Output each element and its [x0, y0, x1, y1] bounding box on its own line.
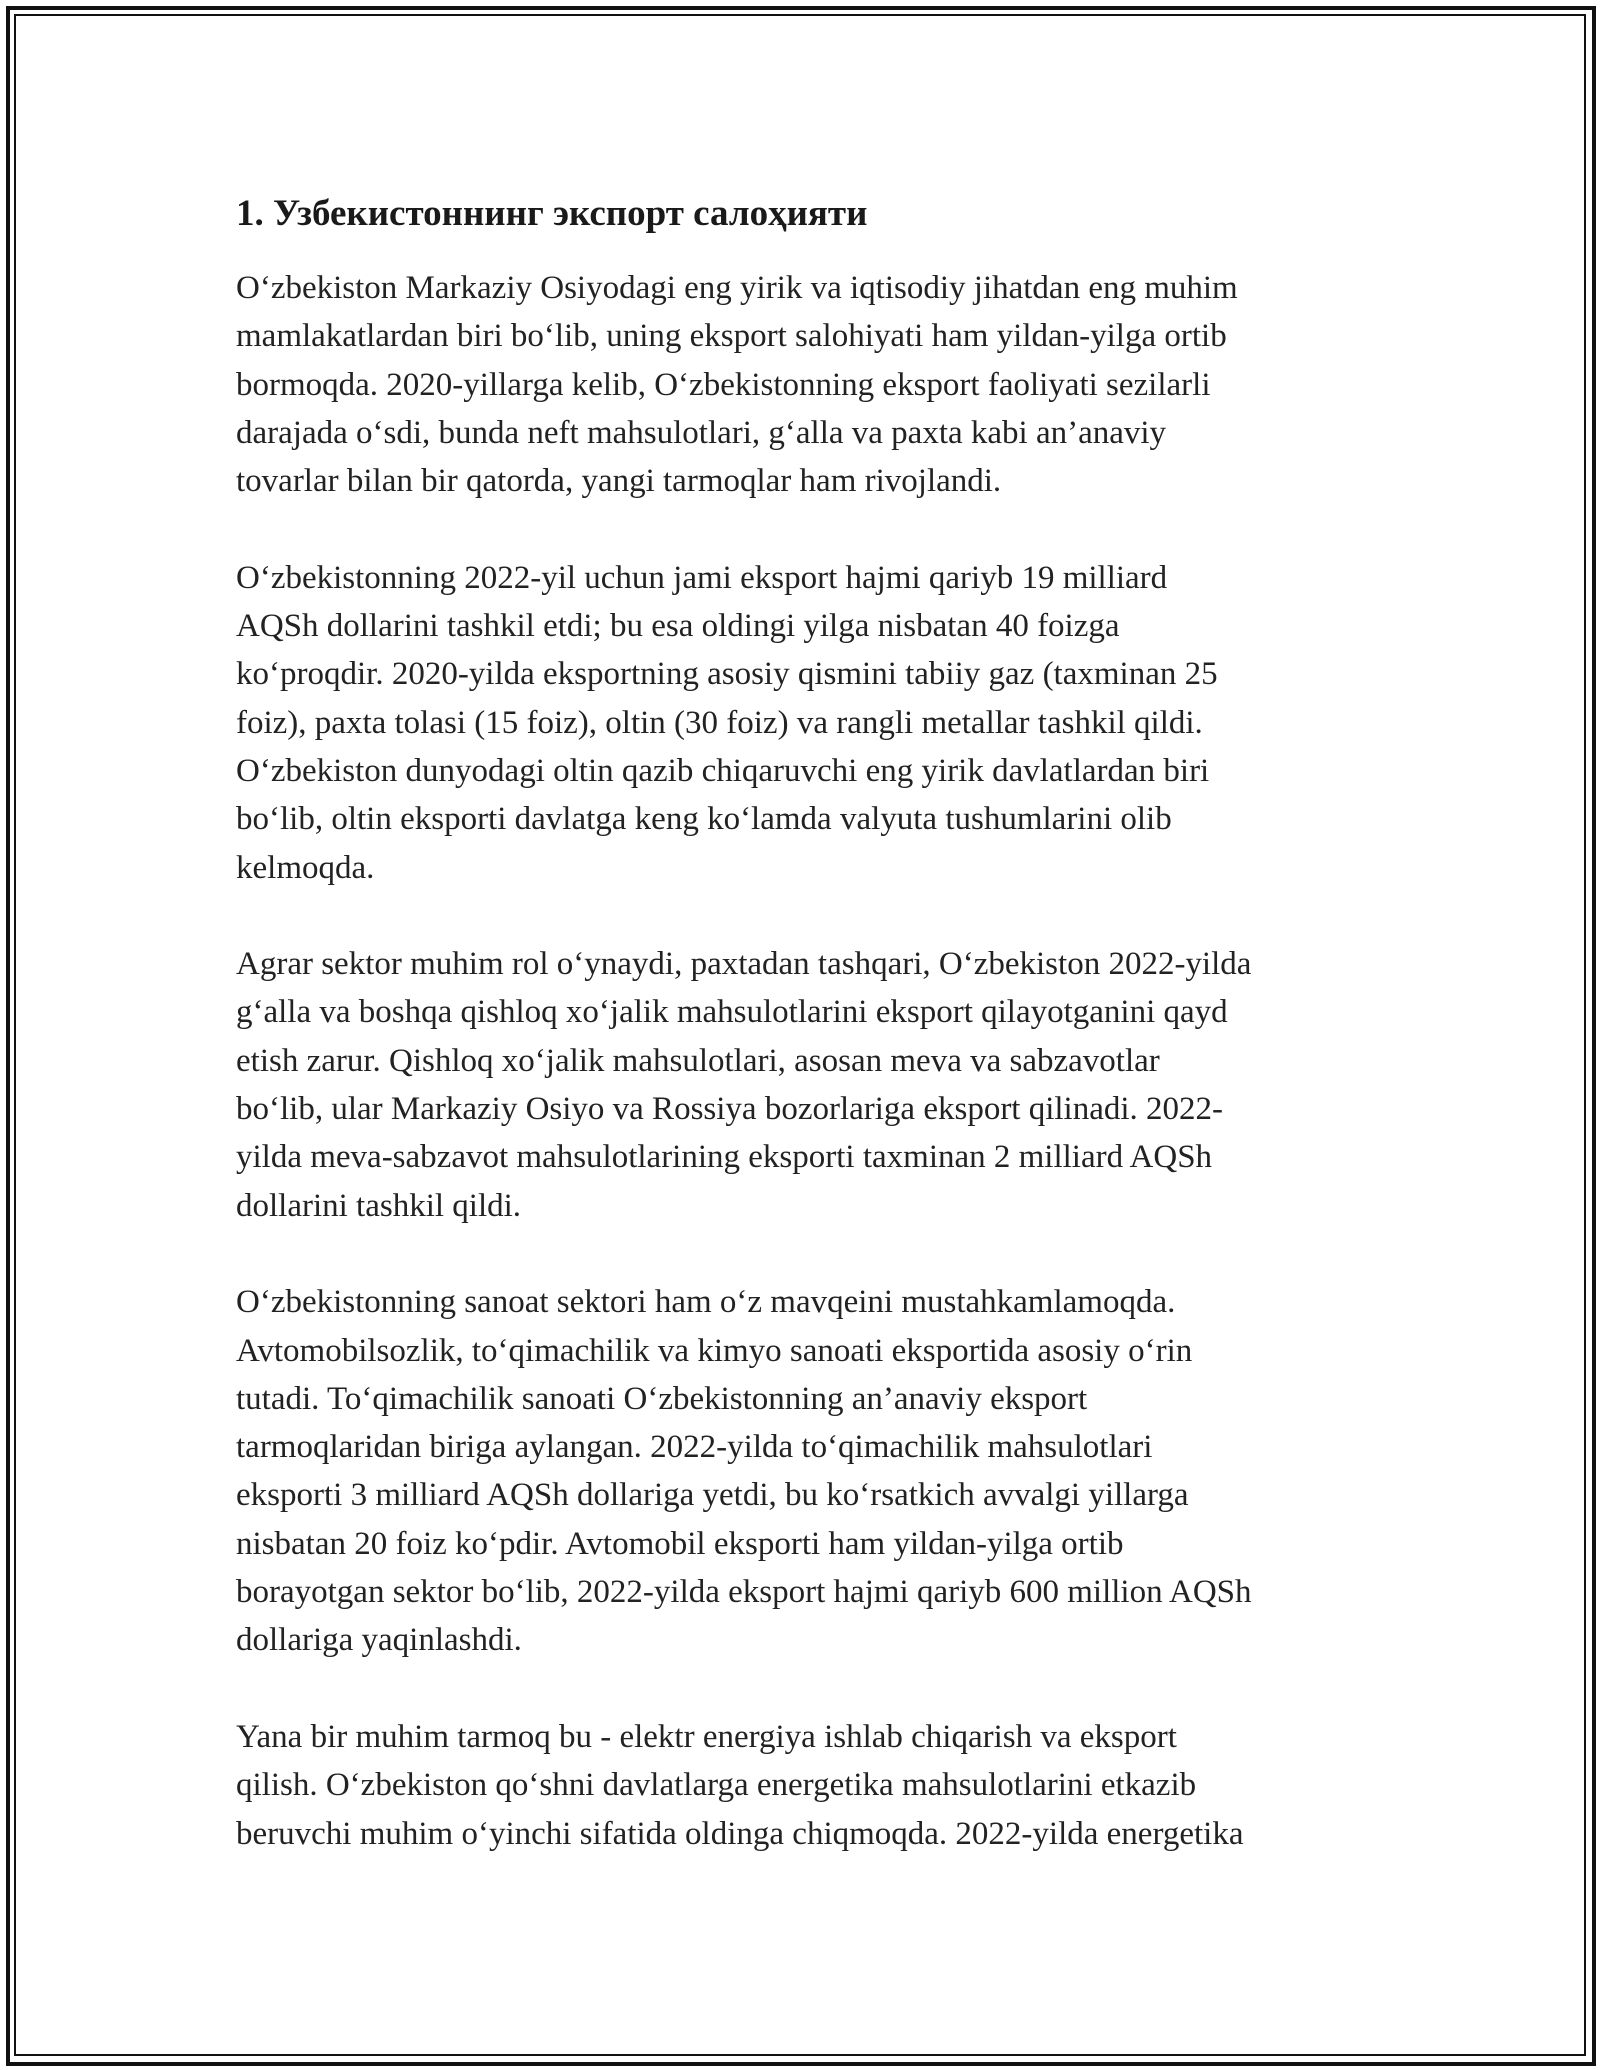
text-line: foiz), paxta tolasi (15 foiz), oltin (30 foiz) va rangli metallar tashkil qildi. — [236, 704, 1203, 741]
text-line: koʻproqdir. 2020-yilda eksportning asosiy qismini tabiiy gaz (taxminan 25 — [236, 656, 1218, 693]
text-line: Oʻzbekiston Markaziy Osiyodagi eng yirik va iqtisodiy jihatdan eng muhim — [236, 270, 1238, 306]
paragraph — [236, 1278, 1366, 1664]
paragraph — [236, 554, 1366, 892]
text-line: nisbatan 20 foiz koʻpdir. Avtomobil eksporti ham yildan-yilga ortib — [236, 1525, 1124, 1562]
text-line: kelmoqda. — [236, 849, 375, 886]
text-line: AQSh dollarini tashkil etdi; bu esa oldingi yilga nisbatan 40 foizga — [236, 608, 1120, 645]
text-line: Yana bir muhim tarmoq bu - elektr energiya ishlab chiqarish va eksport — [236, 1718, 1177, 1755]
text-line: bormoqda. 2020-yillarga kelib, Oʻzbekistonning eksport faoliyati sezilarli — [236, 366, 1211, 403]
text-line: eksporti 3 milliard AQSh dollariga yetdi, bu koʻrsatkich avvalgi yillarga — [236, 1477, 1189, 1514]
paragraph — [236, 940, 1366, 1230]
document-body — [236, 186, 1366, 1906]
text-line: etish zarur. Qishloq xoʻjalik mahsulotlari, asosan meva va sabzavotlar — [236, 1042, 1160, 1079]
text-line: tovarlar bilan bir qatorda, yangi tarmoqlar ham rivojlandi. — [236, 463, 1002, 500]
text-line: darajada oʻsdi, bunda neft mahsulotlari, gʻalla va paxta kabi an’anaviy — [236, 414, 1167, 451]
text-line: tarmoqlaridan biriga aylangan. 2022-yilda toʻqimachilik mahsulotlari — [236, 1429, 1153, 1466]
text-line: tutadi. Toʻqimachilik sanoati Oʻzbekistonning an’anaviy eksport — [236, 1380, 1088, 1417]
text-line: boʻlib, ular Markaziy Osiyo va Rossiya bozorlariga eksport qilinadi. 2022- — [236, 1091, 1224, 1128]
text-line: Oʻzbekistonning 2022-yil uchun jami eksport hajmi qariyb 19 milliard — [236, 559, 1168, 596]
text-line: Oʻzbekiston dunyodagi oltin qazib chiqaruvchi eng yirik davlatlardan biri — [236, 752, 1210, 789]
text-line: dollarini tashkil qildi. — [236, 1187, 522, 1224]
text-line: Avtomobilsozlik, toʻqimachilik va kimyo sanoati eksportida asosiy oʻrin — [236, 1332, 1193, 1369]
text-line: boʻlib, oltin eksporti davlatga keng koʻlamda valyuta tushumlarini olib — [236, 801, 1172, 838]
text-line: mamlakatlardan biri boʻlib, uning eksport salohiyati ham yildan-yilga ortib — [236, 318, 1227, 355]
paragraph — [236, 264, 1366, 505]
paragraph — [236, 1713, 1366, 1858]
text-line: qilish. Oʻzbekiston qoʻshni davlatlarga energetika mahsulotlarini etkazib — [236, 1767, 1197, 1804]
text-line: gʻalla va boshqa qishloq xoʻjalik mahsulotlarini eksport qilayotganini qayd — [236, 994, 1228, 1031]
text-line: beruvchi muhim oʻyinchi sifatida oldinga chiqmoqda. 2022-yilda energetika — [236, 1815, 1244, 1852]
text-line: dollariga yaqinlashdi. — [236, 1622, 522, 1659]
text-line: yilda meva-sabzavot mahsulotlarining eksporti taxminan 2 milliard AQSh — [236, 1139, 1213, 1176]
section-heading: 1. Узбекистоннинг экспорт салоҳияти — [236, 193, 868, 234]
text-line: Oʻzbekistonning sanoat sektori ham oʻz mavqeini mustahkamlamoqda. — [236, 1284, 1176, 1321]
text-line: borayotgan sektor boʻlib, 2022-yilda eksport hajmi qariyb 600 million AQSh — [236, 1574, 1252, 1611]
text-line: Agrar sektor muhim rol oʻynaydi, paxtadan tashqari, Oʻzbekiston 2022-yilda — [236, 946, 1252, 983]
